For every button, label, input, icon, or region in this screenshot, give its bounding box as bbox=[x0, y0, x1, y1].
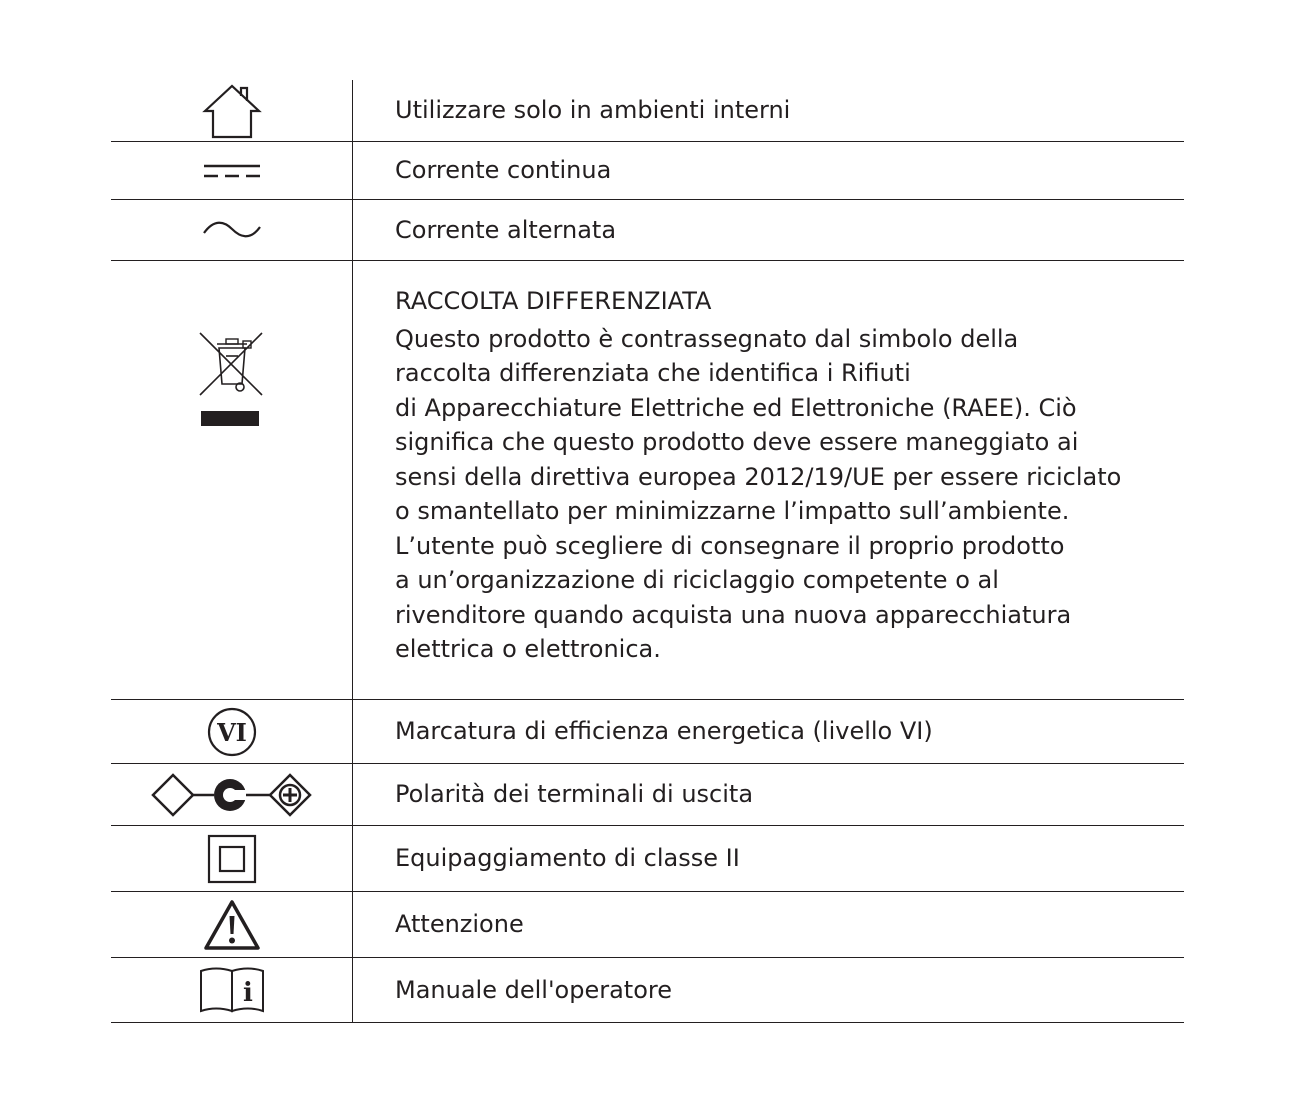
row-label: Corrente alternata bbox=[395, 215, 617, 244]
paragraph-line: sensi della direttiva europea 2012/19/UE per essere riciclato bbox=[395, 462, 1122, 491]
efficiency-label: VI bbox=[216, 717, 247, 747]
row-label: Polarità dei terminali di uscita bbox=[395, 780, 754, 809]
weee-heading: RACCOLTA DIFFERENZIATA bbox=[395, 287, 712, 315]
icon-cell bbox=[111, 261, 353, 699]
icon-cell bbox=[111, 826, 353, 891]
polarity-icon bbox=[150, 772, 314, 818]
row-label: Equipaggiamento di classe II bbox=[395, 844, 740, 873]
table-row bbox=[111, 826, 1184, 892]
row-label: Attenzione bbox=[395, 910, 524, 939]
manual-info-icon bbox=[198, 965, 266, 1015]
paragraph-line: raccolta differenziata che identifica i Rifiuti bbox=[395, 359, 911, 387]
row-label: Utilizzare solo in ambienti interni bbox=[395, 96, 791, 125]
table-row bbox=[111, 200, 1184, 261]
paragraph-line: L’utente può scegliere di consegnare il proprio prodotto bbox=[395, 531, 1065, 560]
table-row bbox=[111, 700, 1184, 764]
info-letter: i bbox=[242, 978, 253, 1008]
paragraph-line: di Apparecchiature Elettriche ed Elettroniche (RAEE). Ciò bbox=[395, 393, 1077, 422]
warning-icon bbox=[203, 899, 261, 951]
table-row bbox=[111, 261, 1184, 700]
weee-text bbox=[353, 261, 1184, 699]
paragraph-line: elettrica o elettronica. bbox=[395, 635, 661, 663]
weee-crossed-bin-icon bbox=[197, 331, 267, 429]
icon-cell bbox=[111, 958, 353, 1022]
house-icon bbox=[201, 83, 263, 139]
paragraph-line: o smantellato per minimizzarne l’impatto sull’ambiente. bbox=[395, 497, 1070, 525]
icon-cell bbox=[111, 142, 353, 199]
paragraph-line: significa che questo prodotto deve essere maneggiato ai bbox=[395, 428, 1079, 456]
paragraph-line: a un’organizzazione di riciclaggio competente o al bbox=[395, 566, 999, 594]
symbols-table bbox=[111, 80, 1184, 1023]
icon-cell bbox=[111, 700, 353, 763]
weee-paragraph bbox=[395, 322, 1121, 667]
paragraph-line: rivenditore quando acquista una nuova apparecchiatura bbox=[395, 600, 1072, 629]
table-row bbox=[111, 80, 1184, 142]
alternating-current-icon bbox=[202, 219, 262, 241]
icon-cell bbox=[111, 200, 353, 260]
paragraph-line: Questo prodotto è contrassegnato dal simbolo della bbox=[395, 324, 1019, 353]
row-label: Corrente continua bbox=[395, 156, 612, 185]
row-label: Marcatura di efficienza energetica (livello VI) bbox=[395, 717, 933, 746]
efficiency-vi-icon bbox=[206, 706, 258, 758]
table-row bbox=[111, 142, 1184, 200]
table-row bbox=[111, 892, 1184, 958]
icon-cell bbox=[111, 764, 353, 825]
table-row bbox=[111, 764, 1184, 826]
class-ii-icon bbox=[207, 834, 257, 884]
table-row bbox=[111, 958, 1184, 1023]
icon-cell bbox=[111, 80, 353, 141]
icon-cell bbox=[111, 892, 353, 957]
direct-current-icon bbox=[202, 162, 262, 180]
row-label: Manuale dell'operatore bbox=[395, 975, 672, 1004]
